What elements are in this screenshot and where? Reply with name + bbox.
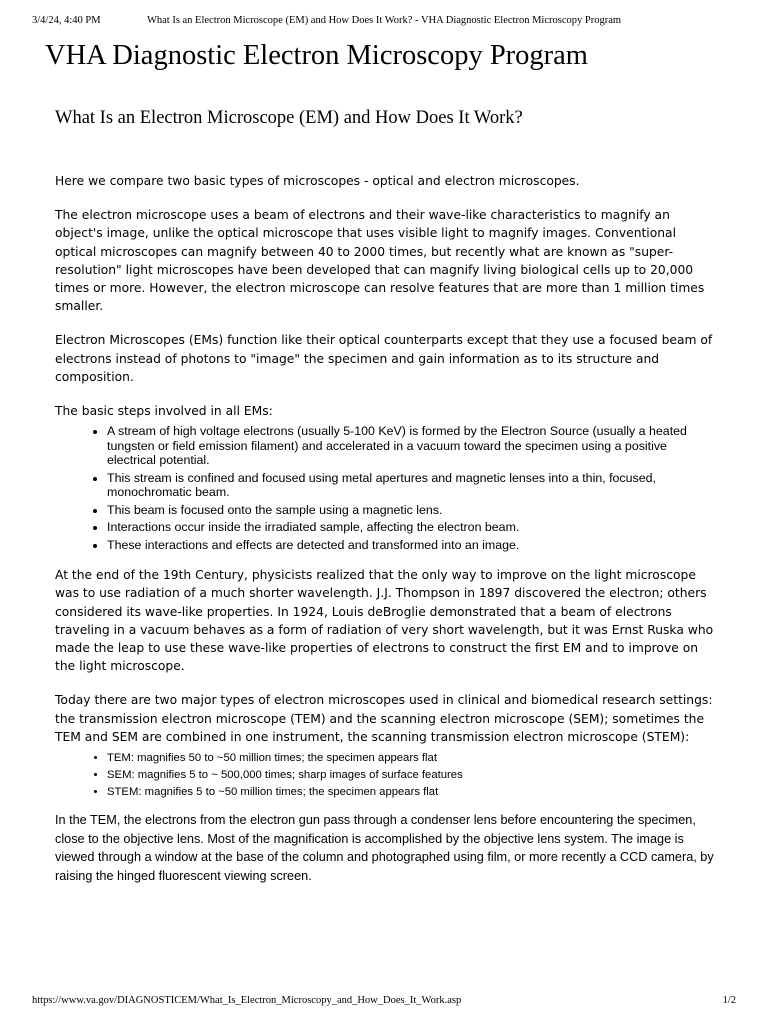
electron-vs-optical-paragraph: The electron microscope uses a beam of electrons and their wave-like characteristics to magnify an object's image, unlike the optical microscope that uses visible light to magnify images. Conventional optical microscopes can magnify between 40 to 2000 times, but recently what are known as "super-resolution" light microscopes have been developed that can magnify living biological cells up to 20,000 times or more. However, the electron microscope can resolve features that are more than 1 million times smaller.: [55, 208, 705, 314]
tem-description-paragraph: In the TEM, the electrons from the electron gun pass through a condenser lens before encountering the specimen, close to the objective lens. Most of the magnification is accomplished by the objective lens system. The image is viewed through a window at the base of the column and photographed using film, or more recently a CCD camera, by raising the hinged fluorescent viewing screen.: [55, 813, 714, 883]
intro-paragraph: Here we compare two basic types of microscopes - optical and electron microscopes.: [55, 174, 580, 188]
page-url: https://www.va.gov/DIAGNOSTICEM/What_Is_Electron_Microscopy_and_How_Does_It_Work.asp: [32, 995, 462, 1006]
print-datetime: 3/4/24, 4:40 PM: [32, 15, 101, 26]
site-title: VHA Diagnostic Electron Microscopy Program: [45, 40, 588, 71]
article-body: [55, 172, 715, 885]
list-item: • This beam is focused onto the sample using a magnetic lens.: [107, 503, 715, 518]
print-doc-title: What Is an Electron Microscope (EM) and How Does It Work? - VHA Diagnostic Electron Microscopy Program: [146, 15, 622, 26]
page-heading: What Is an Electron Microscope (EM) and How Does It Work?: [55, 108, 523, 128]
list-item: • STEM: magnifies 5 to ~50 million times; the specimen appears flat: [107, 784, 715, 801]
list-item: • SEM: magnifies 5 to ~ 500,000 times; sharp images of surface features: [107, 767, 715, 784]
basic-steps-intro: The basic steps involved in all EMs:: [55, 404, 273, 419]
print-footer: [32, 995, 736, 1009]
basic-steps-list: [55, 424, 715, 552]
list-item: • TEM: magnifies 50 to ~50 million times; the specimen appears flat: [107, 750, 715, 767]
list-item: • This stream is confined and focused using metal apertures and magnetic lenses into a thin, focused, monochromatic beam.: [107, 471, 715, 500]
list-item: • These interactions and effects are detected and transformed into an image.: [107, 538, 715, 553]
list-item: • A stream of high voltage electrons (usually 5-100 KeV) is formed by the Electron Source (usually a heated tungsten or field emission filament) and accelerated in a vacuum toward the specimen using a positive electrical potential.: [107, 424, 715, 468]
microscope-types-list: [55, 750, 715, 801]
page-number: 1/2: [722, 995, 736, 1006]
list-item: • Interactions occur inside the irradiated sample, affecting the electron beam.: [107, 520, 715, 535]
types-intro-paragraph: Today there are two major types of electron microscopes used in clinical and biomedical research settings: the transmission electron microscope (TEM) and the scanning electron microscope (SEM); sometimes the TEM and SEM are combined in one instrument, the scanning transmission electron microscope (STEM):: [55, 693, 713, 744]
em-function-paragraph: Electron Microscopes (EMs) function like their optical counterparts except that they use a focused beam of electrons instead of photons to "image" the specimen and gain information as to its structure and composition.: [55, 333, 713, 384]
history-paragraph: At the end of the 19th Century, physicists realized that the only way to improve on the light microscope was to use radiation of a much shorter wavelength. J.J. Thompson in 1897 discovered the electron; others considered its wave-like properties. In 1924, Louis deBroglie demonstrated that a beam of electrons traveling in a vacuum behaves as a form of radiation of very short wavelength, but it was Ernst Ruska who made the leap to use these wave-like properties of electrons to construct the first EM and to improve on the light microscope.: [55, 568, 714, 674]
print-header: [32, 15, 736, 29]
